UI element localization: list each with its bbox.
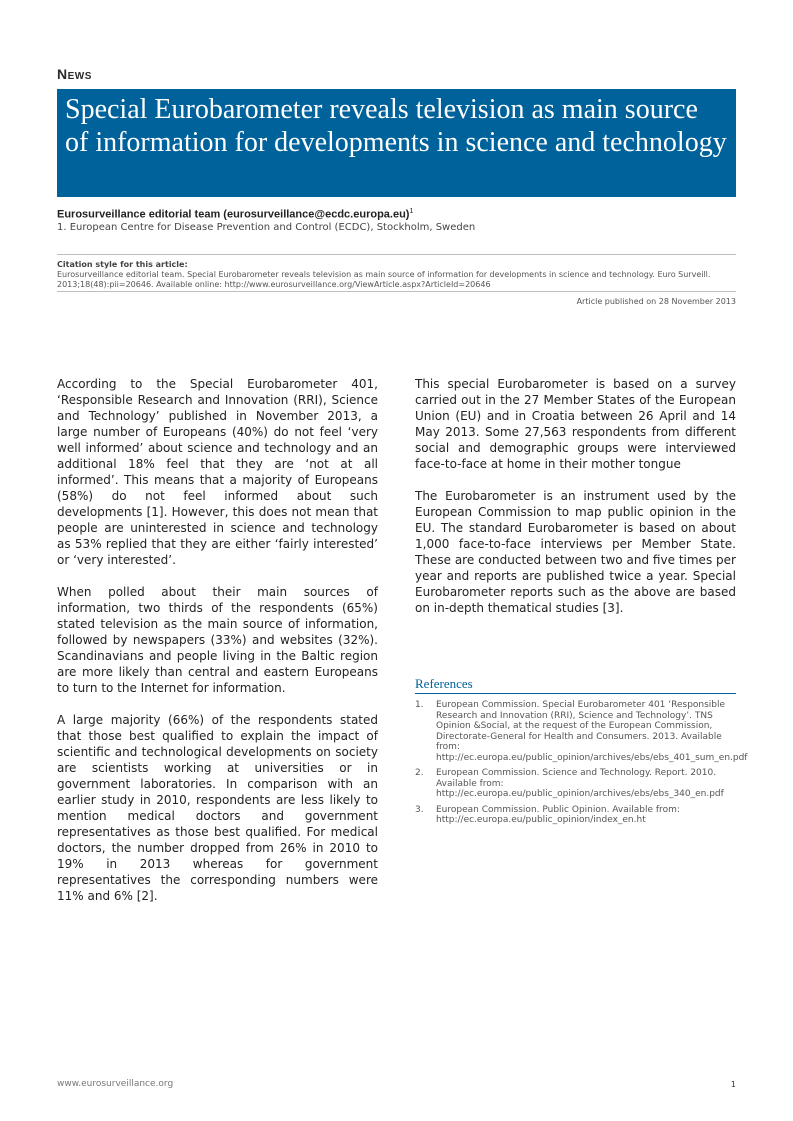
- paragraph: This special Eurobarometer is based on a survey carried out in the 27 Member States of the European Union (EU) and in Croatia between 26 April and 14 May 2013. Some 27,563 respondents from different social and demographic groups were interviewed face-to-face at home in their mother tongue: [415, 377, 736, 471]
- affiliation: 1. European Centre for Disease Prevention and Control (ECDC), Stockholm, Sweden: [57, 222, 476, 233]
- paragraph: The Eurobarometer is an instrument used by the European Commission to map public opinion in the EU. The standard Eurobarometer is based on about 1,000 face-to-face interviews per Member State. These are conducted between two and five times per year and reports are published twice a year. Special Eurobarometer reports such as the above are based on in-depth thematical studies [3].: [415, 489, 736, 615]
- references-heading: References: [415, 676, 736, 694]
- reference-text: European Commission. Science and Technology. Report. 2010. Available from: http://ec.europa.eu/public_opinion/archives/ebs/ebs_340_en.pdf: [436, 768, 724, 799]
- published-date: Article published on 28 November 2013: [576, 297, 736, 306]
- authors: Eurosurveillance editorial team (eurosurveillance@ecdc.europa.eu): [57, 208, 410, 221]
- reference-text: European Commission. Special Eurobarometer 401 ‘Responsible Research and Innovation (RRI), Science and Technology’. TNS Opinion &Social, at the request of the European Commission, Directorate-General for Health and Consumers. 2013. Available from: http://ec.europa.eu/public_opinion/archives/ebs/ebs_401_sum_en.pdf: [436, 700, 748, 763]
- author-line: [57, 208, 413, 221]
- title-banner: [57, 89, 736, 197]
- reference-number: 3.: [415, 804, 424, 815]
- divider-top: [57, 254, 736, 255]
- citation-label: Citation style for this article:: [57, 260, 188, 269]
- page-number: 1: [730, 1080, 736, 1089]
- section-label: News: [57, 66, 92, 82]
- citation-text: Eurosurveillance editorial team. Special Eurobarometer reveals television as main source of information for developments in science and technology. Euro Surveill. 2013;18(48):pii=20646. Available online: http://www.eurosurveillance.org/ViewArticle.aspx?ArticleId=20646: [57, 270, 711, 289]
- reference-number: 2.: [415, 768, 424, 778]
- divider-bottom: [57, 291, 736, 292]
- paragraph: According to the Special Eurobarometer 401, ‘Responsible Research and Innovation (RRI), Science and Technology’ published in November 2013, a large number of Europeans (40%) do not feel ‘very well informed’ about science and technology and an additional 18% feel that they are ‘not at all informed’. This means that a majority of Europeans (58%) do not feel informed about such developments [1]. However, this does not mean that people are uninterested in science and technology as 53% replied that they are either ‘fairly interested’ or ‘very interested’.: [57, 377, 378, 567]
- article-title: Special Eurobarometer reveals television as main source of information for developments in science and technology: [65, 94, 727, 158]
- paragraph: When polled about their main sources of information, two thirds of the respondents (65%) stated television as the main source of information, followed by newspapers (33%) and websites (32%). Scandinavians and people living in the Baltic region are more likely than central and eastern Europeans to turn to the Internet for information.: [57, 585, 378, 695]
- references-section: [415, 676, 748, 831]
- reference-item: [415, 805, 736, 826]
- footer-url[interactable]: www.eurosurveillance.org: [57, 1079, 174, 1089]
- body-right-column: [415, 376, 736, 632]
- author-affiliation-marker: 1: [409, 208, 414, 215]
- reference-text: European Commission. Public Opinion. Available from: http://ec.europa.eu/public_opinion/index_en.ht: [436, 804, 680, 825]
- paragraph: A large majority (66%) of the respondents stated that those best qualified to explain the impact of scientific and technological developments on society are scientists working at universities or in government laboratories. In comparison with an earlier study in 2010, respondents are less likely to mention medical doctors and government representatives as those best qualified. For medical doctors, the number dropped from 26% in 2010 to 19% in 2013 whereas for government representatives the corresponding numbers were 11% and 6% [2].: [57, 713, 378, 903]
- reference-item: [415, 700, 748, 763]
- body-left-column: [57, 376, 378, 920]
- reference-item: [415, 768, 736, 800]
- reference-number: 1.: [415, 700, 424, 710]
- citation-block: [57, 260, 736, 290]
- references-list: [415, 700, 748, 826]
